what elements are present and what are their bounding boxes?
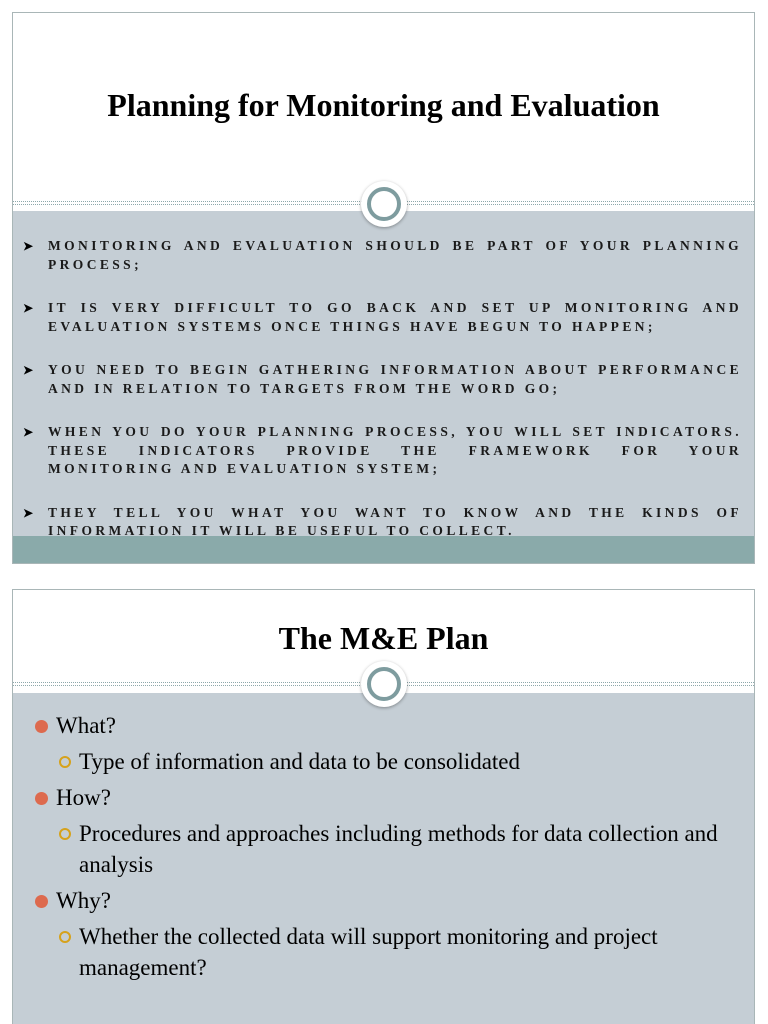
arrow-bullet-icon: ➤ xyxy=(23,425,34,439)
slide-2-bullet-list xyxy=(13,710,754,988)
arrow-bullet-icon: ➤ xyxy=(23,363,34,377)
slide-2-title: The M&E Plan xyxy=(278,619,489,656)
list-item: ➤ WHEN YOU DO YOUR PLANNING PROCESS, YOU WILL SET INDICATORS. THESE INDICATORS PROVIDE THE FRAMEWORK FOR YOUR MONITORING AND EVALUATION SYSTEM; xyxy=(23,424,742,476)
slide-1-title-area xyxy=(13,13,754,205)
list-item: ➤ THEY TELL YOU WHAT YOU WANT TO KNOW AND THE KINDS OF INFORMATION IT WILL BE USEFUL TO COLLECT. xyxy=(23,504,742,538)
filled-circle-bullet-icon xyxy=(35,895,48,908)
list-item: ➤ MONITORING AND EVALUATION SHOULD BE PART OF YOUR PLANNING PROCESS; xyxy=(23,238,742,272)
arrow-bullet-icon: ➤ xyxy=(23,239,34,253)
slide-1 xyxy=(12,12,755,564)
list-item: How? xyxy=(13,782,754,813)
open-circle-bullet-icon xyxy=(59,828,71,840)
filled-circle-bullet-icon xyxy=(35,720,48,733)
list-item: Type of information and data to be consolidated xyxy=(13,746,754,777)
arrow-bullet-icon: ➤ xyxy=(23,505,34,520)
circle-ornament-icon xyxy=(361,661,407,707)
list-item: ➤ IT IS VERY DIFFICULT TO GO BACK AND SET UP MONITORING AND EVALUATION SYSTEMS ONCE THINGS HAVE BEGUN TO HAPPEN; xyxy=(23,300,742,334)
circle-ornament-icon xyxy=(361,181,407,227)
slide-1-title: Planning for Monitoring and Evaluation xyxy=(107,86,660,123)
slide-1-bullet-list xyxy=(23,237,742,564)
open-circle-bullet-icon xyxy=(59,756,71,768)
list-item: What? xyxy=(13,710,754,741)
slide-2 xyxy=(12,589,755,1024)
list-item: ➤ YOU NEED TO BEGIN GATHERING INFORMATION ABOUT PERFORMANCE AND IN RELATION TO TARGETS FROM THE WORD GO; xyxy=(23,362,742,396)
list-item: Procedures and approaches including methods for data collection and analysis xyxy=(13,818,754,880)
arrow-bullet-icon: ➤ xyxy=(23,301,34,315)
list-item: Whether the collected data will support monitoring and project management? xyxy=(13,921,754,983)
filled-circle-bullet-icon xyxy=(35,792,48,805)
open-circle-bullet-icon xyxy=(59,931,71,943)
list-item: Why? xyxy=(13,885,754,916)
